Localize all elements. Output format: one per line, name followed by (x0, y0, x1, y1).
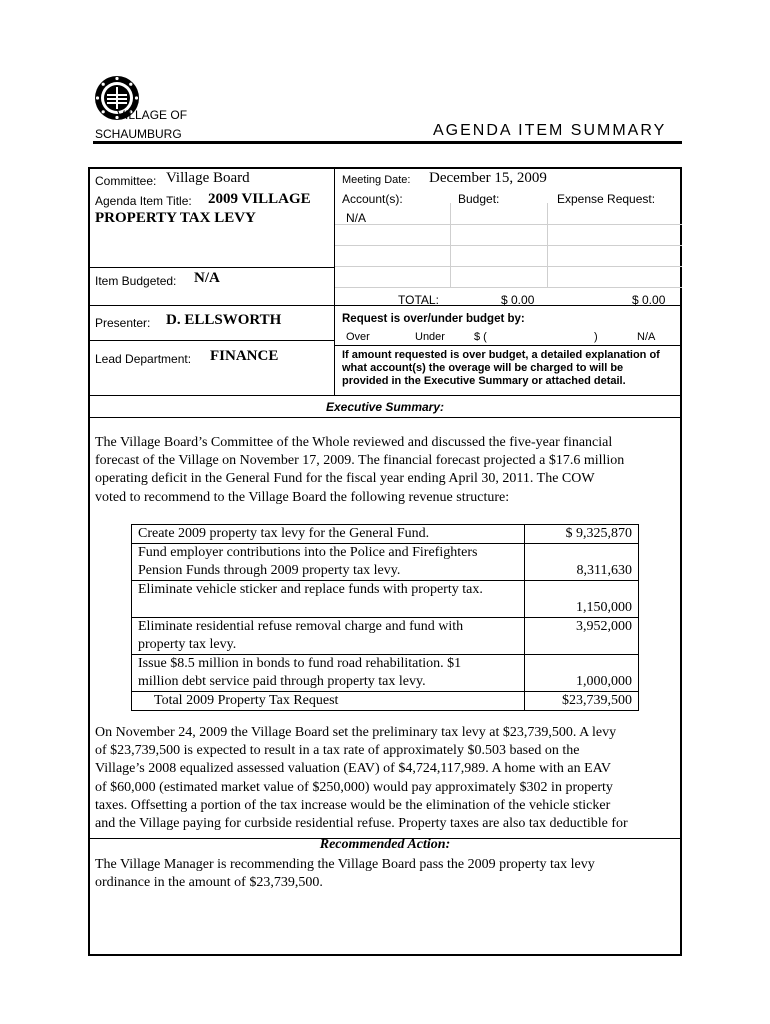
revenue-item-line: Eliminate vehicle sticker and replace funds with property tax. (138, 582, 483, 597)
expense-request-label: Expense Request: (557, 192, 656, 206)
executive-summary-paragraph-1 (95, 434, 685, 507)
paragraph-line: Village’s 2008 equalized assessed valuation (EAV) of $4,724,117,989. A home with an EAV (95, 761, 612, 777)
revenue-amount-cell: 1,000,000 (525, 655, 639, 692)
meeting-date-label: Meeting Date: (342, 174, 411, 186)
table-row (132, 618, 639, 655)
account-grid-line (335, 245, 682, 246)
committee-value: Village Board (166, 170, 250, 186)
paragraph-line: forecast of the Village on November 17, 2009. The financial forecast projected a $17.6 million (95, 453, 625, 469)
revenue-amount-cell: $ 9,325,870 (525, 525, 639, 544)
table-row (132, 692, 639, 711)
over-label: Over (346, 331, 370, 343)
overage-note-line-3: provided in the Executive Summary or attached detail. (342, 375, 626, 387)
item-budgeted-value: N/A (194, 270, 220, 286)
document-title: AGENDA ITEM SUMMARY (433, 122, 667, 139)
presenter-value: D. ELLSWORTH (166, 312, 282, 328)
section-rule (90, 395, 682, 396)
section-rule (90, 305, 682, 306)
revenue-item-cell (132, 618, 525, 655)
over-under-paren-open: $ ( (474, 331, 487, 343)
revenue-amount-cell: 1,150,000 (525, 581, 639, 618)
table-row (132, 544, 639, 581)
revenue-item-line: property tax levy. (138, 637, 237, 652)
overage-note-line-1: If amount requested is over budget, a detailed explanation of (342, 349, 660, 361)
village-line-1: VILLAGE OF (117, 108, 188, 122)
revenue-total-label: Total 2009 Property Tax Request (154, 693, 339, 708)
title-rule (93, 141, 682, 144)
table-row (132, 525, 639, 544)
total-budget-value: $ 0.00 (501, 293, 535, 307)
revenue-item-line: Create 2009 property tax levy for the General Fund. (138, 526, 430, 541)
agenda-title-value-line-1: 2009 VILLAGE (208, 191, 311, 207)
paragraph-line: The Village Board’s Committee of the Whole reviewed and discussed the five-year financial (95, 435, 613, 450)
account-grid-line (335, 287, 682, 288)
table-row (132, 581, 639, 618)
revenue-item-line: Fund employer contributions into the Police and Firefighters (138, 545, 478, 560)
paragraph-line: of $60,000 (estimated market value of $250,000) would pay approximately $302 in property (95, 779, 613, 795)
executive-summary-heading: Executive Summary: (325, 400, 445, 414)
budget-label: Budget: (458, 192, 500, 206)
request-over-under-label: Request is over/under budget by: (342, 313, 525, 325)
accounts-label: Account(s): (342, 192, 403, 206)
revenue-amount-cell: 3,952,000 (525, 618, 639, 655)
revenue-item-line: Eliminate residential refuse removal charge and fund with (138, 619, 464, 634)
paragraph-line: On November 24, 2009 the Village Board set the preliminary tax levy at $23,739,500. A levy (95, 725, 617, 740)
revenue-item-line: Pension Funds through 2009 property tax levy. (138, 563, 401, 578)
overage-note-line-2: what account(s) the overage will be charged to will be (342, 362, 624, 374)
agenda-title-label: Agenda Item Title: (95, 194, 192, 208)
section-rule (90, 417, 682, 418)
revenue-structure-table (131, 524, 639, 711)
account-value: N/A (346, 211, 367, 225)
village-line-2: SCHAUMBURG (95, 127, 182, 141)
table-row (132, 655, 639, 692)
section-rule (90, 340, 334, 341)
revenue-item-cell (132, 544, 525, 581)
section-rule (335, 345, 682, 346)
lead-department-label: Lead Department: (95, 352, 192, 366)
meeting-date-value: December 15, 2009 (429, 170, 547, 186)
paragraph-line: voted to recommend to the Village Board the following revenue structure: (95, 489, 510, 505)
lead-department-value: FINANCE (210, 348, 279, 364)
revenue-item-line: Issue $8.5 million in bonds to fund road rehabilitation. $1 (138, 656, 462, 671)
revenue-item-cell (132, 581, 525, 618)
paragraph-line: of $23,739,500 is expected to result in a tax rate of approximately $0.503 based on the (95, 743, 580, 759)
account-grid-line (335, 266, 682, 267)
total-expense-value: $ 0.00 (632, 293, 666, 307)
paragraph-line: ordinance in the amount of $23,739,500. (95, 875, 323, 891)
under-label: Under (415, 331, 445, 343)
recommended-action-text (95, 856, 685, 892)
paragraph-line: and the Village paying for curbside residential refuse. Property taxes are also tax deductible for (95, 816, 628, 832)
agenda-title-value-line-2: PROPERTY TAX LEVY (95, 210, 256, 226)
recommended-action-heading: Recommended Action: (319, 837, 451, 852)
total-label: TOTAL: (398, 293, 439, 307)
paragraph-line: The Village Manager is recommending the Village Board pass the 2009 property tax levy (95, 857, 595, 872)
revenue-total-label-cell (132, 692, 525, 711)
committee-label: Committee: (95, 174, 157, 188)
overage-note (342, 349, 674, 388)
section-rule (90, 267, 334, 268)
revenue-item-line: million debt service paid through property tax levy. (138, 674, 426, 689)
presenter-label: Presenter: (95, 316, 151, 330)
top-section-divider (334, 169, 335, 395)
revenue-item-cell (132, 525, 525, 544)
item-budgeted-label: Item Budgeted: (95, 274, 177, 288)
paragraph-line: taxes. Offsetting a portion of the tax increase would be the elimination of the vehicle sticker (95, 797, 611, 813)
revenue-amount-cell: 8,311,630 (525, 544, 639, 581)
paragraph-line: operating deficit in the General Fund for the fiscal year ending April 30, 2011. The COW (95, 471, 595, 487)
village-name (95, 106, 187, 144)
account-grid-line (335, 224, 682, 225)
executive-summary-paragraph-2 (95, 724, 685, 834)
over-under-value: N/A (637, 331, 656, 343)
revenue-total-amount-cell: $23,739,500 (525, 692, 639, 711)
revenue-item-cell (132, 655, 525, 692)
over-under-paren-close: ) (594, 331, 598, 343)
